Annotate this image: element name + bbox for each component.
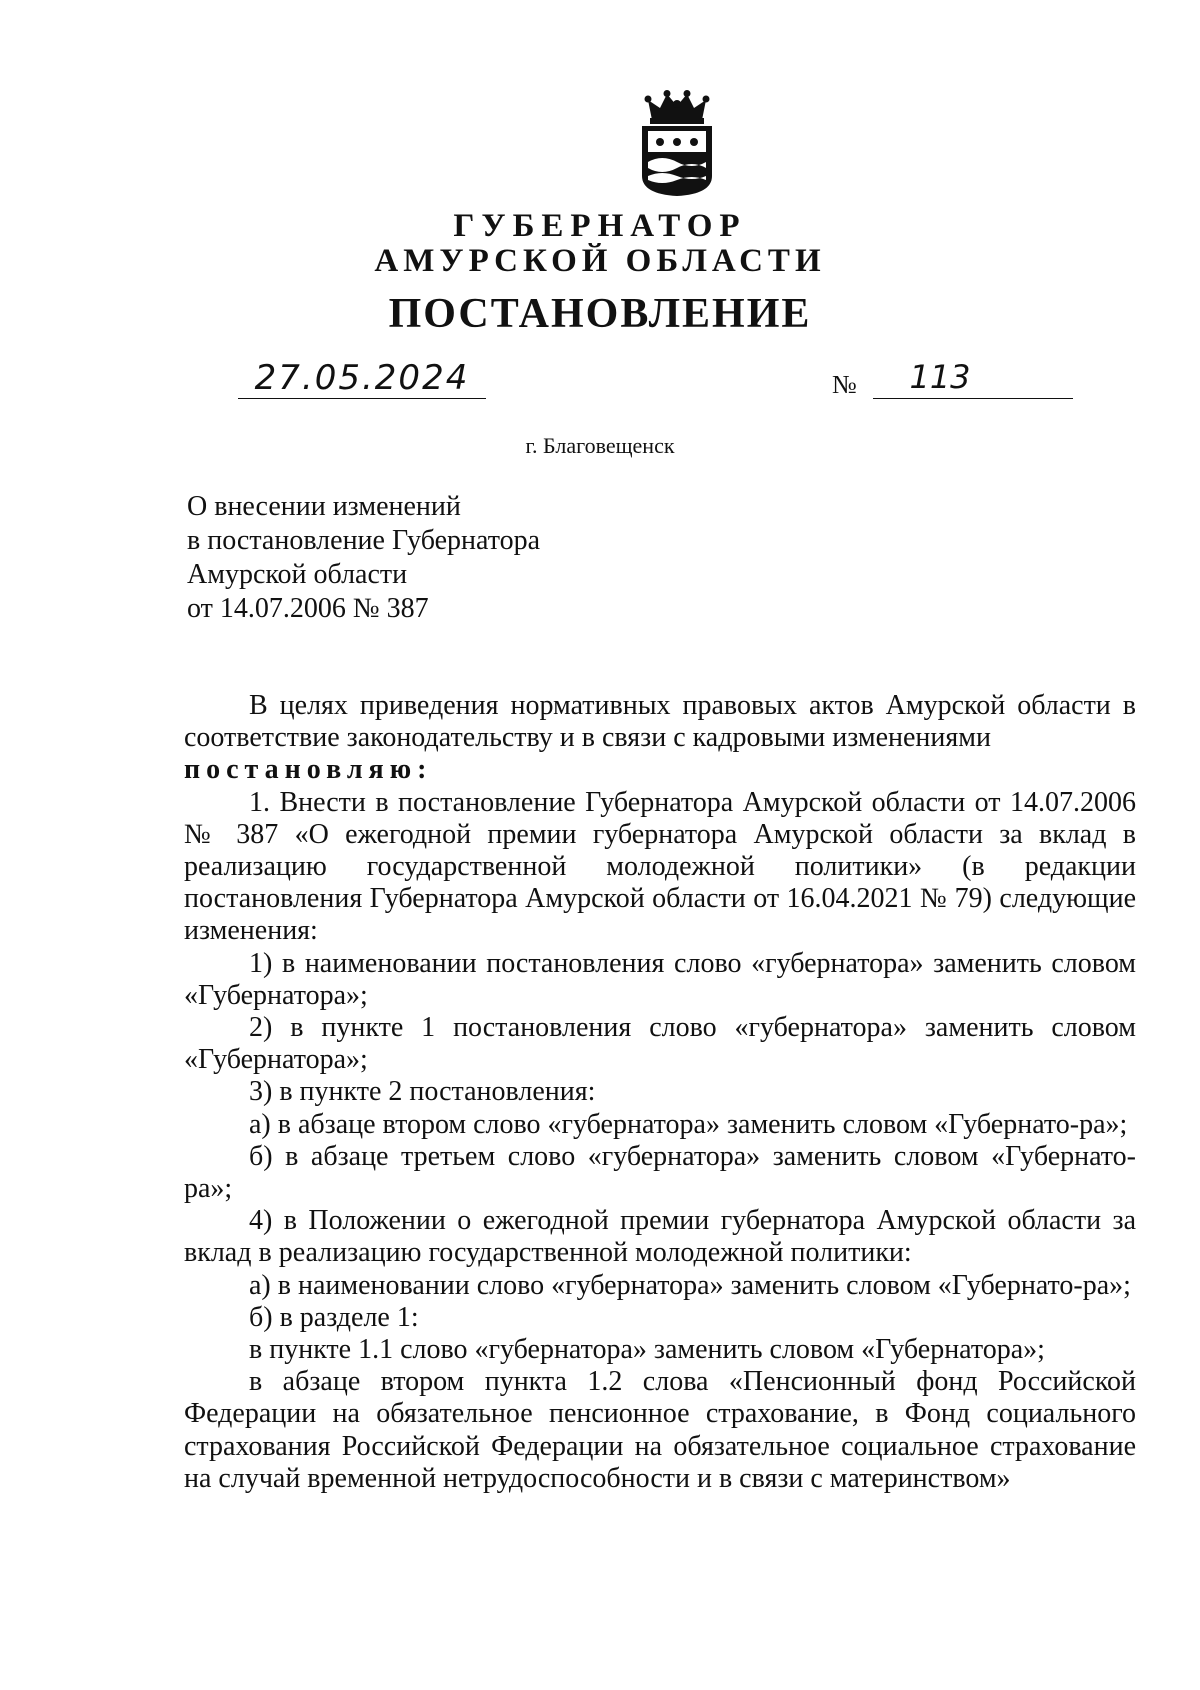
body-paragraph: 3) в пункте 2 постановления: <box>249 1076 596 1108</box>
coat-of-arms-emblem <box>634 90 720 198</box>
city-name: г. Благовещенск <box>525 433 675 458</box>
body-paragraph: в пункте 1.1 слово «губернатора» заменить словом «Губернатора»; <box>249 1334 1045 1366</box>
subject-line: Амурской области <box>187 559 408 590</box>
subject-line: от 14.07.2006 № 387 <box>187 593 429 624</box>
subject-line: О внесении изменений <box>187 491 461 522</box>
subject-line: в постановление Губернатора <box>187 525 541 556</box>
body-paragraph: 1) в наименовании постановления слово «губернатора» заменить словом «Губернатора»; <box>184 947 1136 1011</box>
document-date: 27.05.2024 <box>254 358 470 398</box>
body-paragraph: в абзаце втором пункта 1.2 слова «Пенсионный фонд Российской Федерации на обязательное пенсионное страхование, в Фонд социального страхования Российской Федерации на обязательное социальное страхование на случай временной нетрудоспособности и в связи с материнством» <box>184 1366 1136 1494</box>
body-paragraph: 2) в пункте 1 постановления слово «губернатора» заменить словом «Губернатора»; <box>184 1012 1136 1076</box>
document-body <box>184 690 1136 1495</box>
document-subject <box>187 490 540 626</box>
document-type: ПОСТАНОВЛЕНИЕ <box>388 291 812 337</box>
body-paragraph: б) в разделе 1: <box>249 1301 419 1333</box>
date-underline <box>238 398 486 399</box>
number-sign: № <box>832 370 857 399</box>
body-paragraph: б) в абзаце третьем слово «губернатора» заменить словом «Губернато-ра»; <box>184 1140 1136 1205</box>
preamble-paragraph: В целях приведения нормативных правовых актов Амурской области в соответствие законодательству и в связи с кадровыми изменениями <box>184 690 1136 754</box>
body-paragraph: а) в абзаце втором слово «губернатора» заменить словом «Губернато-ра»; <box>249 1108 1128 1140</box>
issuer-region: АМУРСКОЙ ОБЛАСТИ <box>374 243 826 279</box>
document-number: 113 <box>909 358 971 396</box>
resolve-paragraph <box>184 754 1136 786</box>
body-paragraph: а) в наименовании слово «губернатора» заменить словом «Губернато-ра»; <box>249 1269 1131 1301</box>
resolve-word: постановляю: <box>184 754 433 786</box>
body-paragraph: 4) в Положении о ежегодной премии губернатора Амурской области за вклад в реализацию государственной молодежной политики: <box>184 1205 1136 1269</box>
number-underline <box>873 398 1073 399</box>
issuer-title: ГУБЕРНАТОР <box>453 208 747 244</box>
body-paragraph: 1. Внести в постановление Губернатора Амурской области от 14.07.2006 № 387 «О ежегодной премии губернатора Амурской области за вклад в реализацию государственной молодежной политики» (в редакции постановления Губернатора Амурской области от 16.04.2021 № 79) следующие изменения: <box>184 786 1136 947</box>
